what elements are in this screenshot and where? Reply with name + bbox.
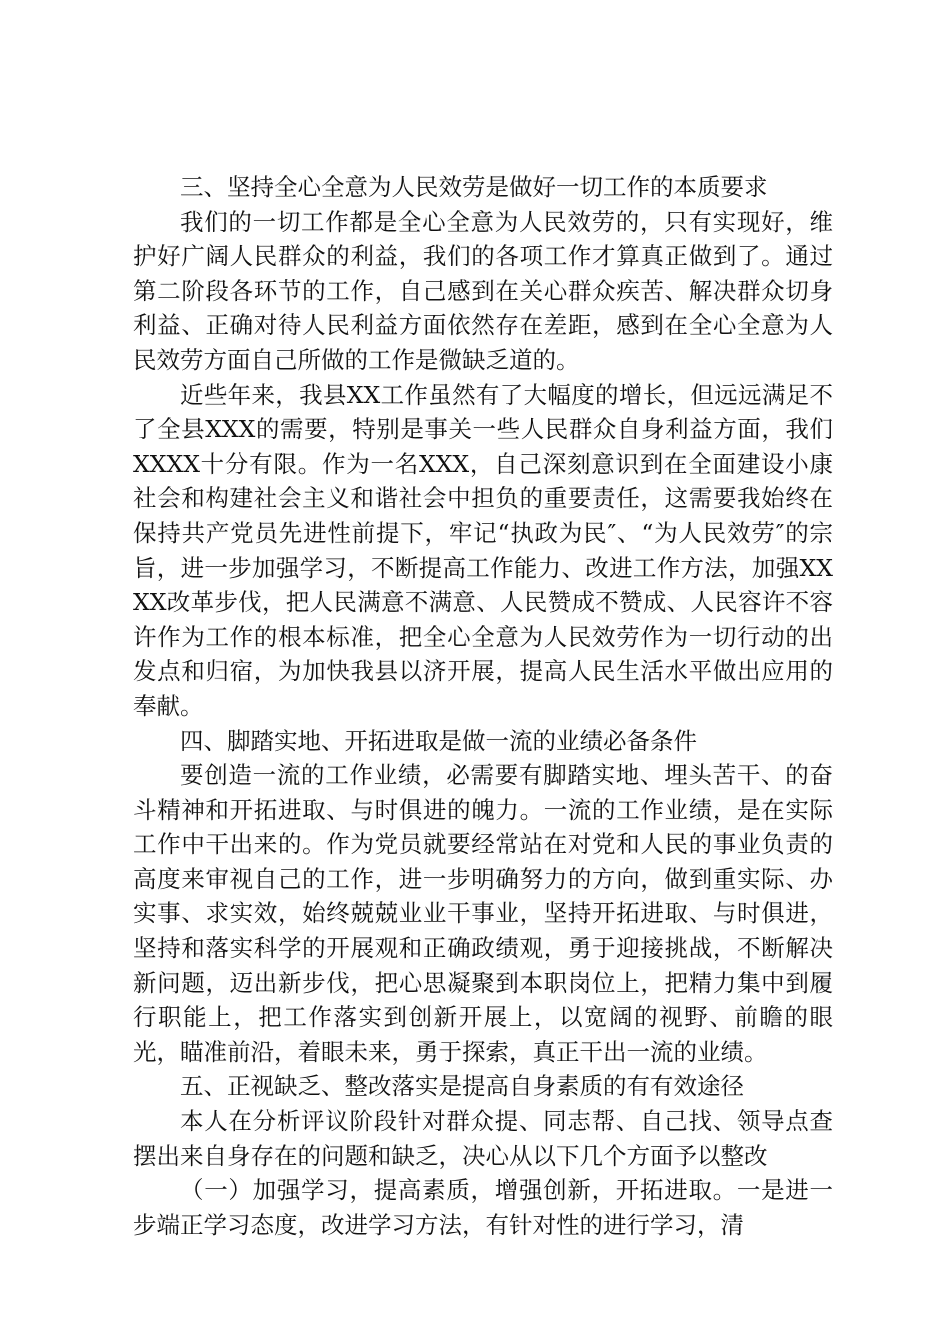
paragraph-3: 要创造一流的工作业绩，必需要有脚踏实地、埋头苦干、的奋斗精神和开拓进取、与时俱进的魄力。一流的工作业绩，是在实际工作中干出来的。作为党员就要经常站在对党和人民的事业负责的高度来审视自己的工作，进一步明确努力的方向，做到重实际、办实事、求实效，始终兢兢业业干事业，坚持开拓进取、与时俱进，坚持和落实科学的开展观和正确政绩观，勇于迎接挑战，不断解决新问题，迈出新步伐，把心思凝聚到本职岗位上，把精力集中到履行职能上，把工作落实到创新开展上，以宽阔的视野、前瞻的眼光，瞄准前沿，着眼未来，勇于探索，真正干出一流的业绩。	[133, 761, 833, 1066]
section-heading-3: 三、坚持全心全意为人民效劳是做好一切工作的本质要求	[180, 173, 768, 201]
document-page	[133, 170, 833, 1242]
section-heading-4: 四、脚踏实地、开拓进取是做一流的业绩必备条件	[180, 726, 697, 755]
paragraph-4: 本人在分析评议阶段针对群众提、同志帮、自己找、领导点查摆出来自身存在的问题和缺乏，决心从以下几个方面予以整改	[133, 1107, 833, 1170]
paragraph-2: 近些年来，我县XX工作虽然有了大幅度的增长，但远远满足不了全县XXX的需要，特别是事关一些人民群众自身利益方面，我们XXXX十分有限。作为一名XXX，自己深刻意识到在全面建设小康社会和构建社会主义和谐社会中担负的重要责任，这需要我始终在保持共产党员先进性前提下，牢记“执政为民″、“为人民效劳″的宗旨，进一步加强学习，不断提高工作能力、改进工作方法，加强XXXX改革步伐，把人民满意不满意、人民赞成不赞成、人民容许不容许作为工作的根本标准，把全心全意为人民效劳作为一切行动的出发点和归宿，为加快我县以济开展，提高人民生活水平做出应用的奉献。	[133, 380, 833, 720]
paragraph-5: （一）加强学习，提高素质，增强创新，开拓进取。一是进一步端正学习态度，改进学习方法，有针对性的进行学习，清	[133, 1176, 833, 1239]
paragraph-1: 我们的一切工作都是全心全意为人民效劳的，只有实现好，维护好广阔人民群众的利益，我们的各项工作才算真正做到了。通过第二阶段各环节的工作，自己感到在关心群众疾苦、解决群众切身利益、正确对待人民利益方面依然存在差距，感到在全心全意为人民效劳方面自己所做的工作是微缺乏道的。	[133, 207, 833, 374]
section-heading-5: 五、正视缺乏、整改落实是提高自身素质的有有效途径	[180, 1072, 744, 1101]
